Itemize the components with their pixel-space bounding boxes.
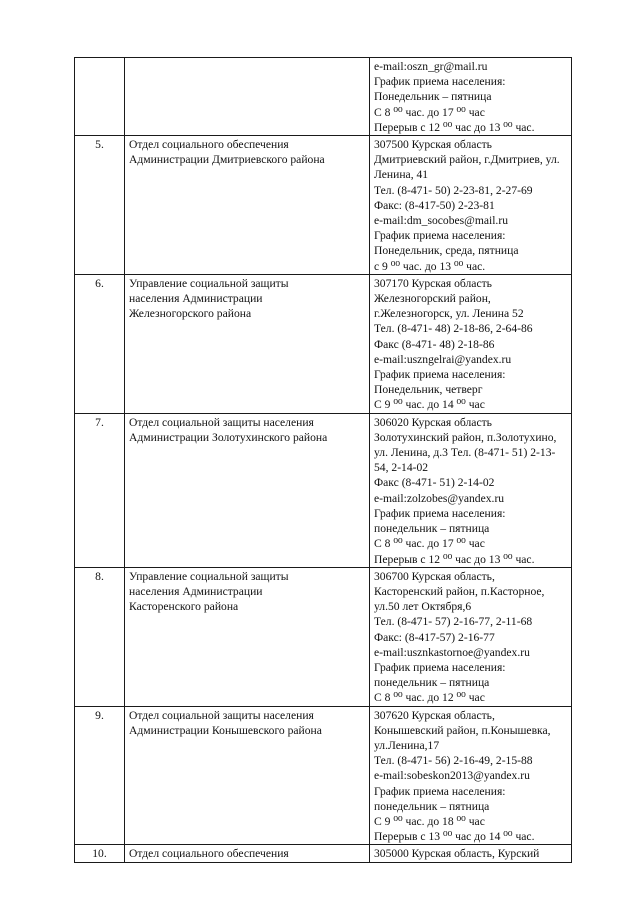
organization-cell — [125, 706, 370, 845]
organization-cell — [125, 58, 370, 136]
contact-info-line: Факс: (8-417-50) 2-23-81 — [374, 198, 495, 212]
contact-info-line: Понедельник – пятница — [374, 90, 492, 104]
contacts-table — [74, 57, 572, 863]
contact-info-line: ул.Ленина,17 — [374, 738, 440, 752]
contact-info-line: e-mail:usznkastornoe@yandex.ru — [374, 645, 530, 659]
table-row — [75, 136, 572, 275]
contact-info-line: Перерыв с 12 ⁰⁰ час до 13 ⁰⁰ час. — [374, 120, 535, 134]
contact-info-cell — [370, 567, 572, 706]
row-number: 5. — [75, 136, 125, 275]
contact-info-line: График приема населения: — [374, 506, 506, 520]
contact-info-line: e-mail:dm_socobes@mail.ru — [374, 214, 508, 228]
contact-info-cell — [370, 845, 572, 862]
organization-name-line: Железногорского района — [129, 307, 252, 321]
contact-info-line: понедельник – пятница — [374, 522, 490, 536]
organization-name-line: Касторенского района — [129, 600, 239, 614]
contact-info-line: 306020 Курская область — [374, 415, 492, 429]
contacts-table-body — [75, 58, 572, 863]
organization-name-line: населения Администрации — [129, 292, 263, 306]
organization-cell — [125, 136, 370, 275]
row-number: 6. — [75, 274, 125, 413]
contact-info-line: e-mail:zolzobes@yandex.ru — [374, 491, 505, 505]
table-row — [75, 274, 572, 413]
row-number — [75, 58, 125, 136]
contact-info-line: Дмитриевский район, г.Дмитриев, ул. — [374, 153, 560, 167]
table-row — [75, 706, 572, 845]
row-number: 7. — [75, 413, 125, 567]
contact-info-line: График приема населения: — [374, 368, 506, 382]
organization-name-line: Управление социальной защиты — [129, 569, 289, 583]
contact-info-line: Касторенский район, п.Касторное, — [374, 584, 545, 598]
row-number: 8. — [75, 567, 125, 706]
contact-info-line: Факс (8-471- 48) 2-18-86 — [374, 337, 495, 351]
organization-name-line: Отдел социальной защиты населения — [129, 708, 314, 722]
row-number: 10. — [75, 845, 125, 862]
organization-cell — [125, 274, 370, 413]
contact-info-line: 307500 Курская область — [374, 138, 492, 152]
contact-info-line: Понедельник, среда, пятница — [374, 244, 519, 258]
organization-name-line: Отдел социальной защиты населения — [129, 415, 314, 429]
contact-info-line: Перерыв с 12 ⁰⁰ час до 13 ⁰⁰ час. — [374, 552, 535, 566]
contact-info-line: С 8 ⁰⁰ час. до 12 ⁰⁰ час — [374, 691, 485, 705]
contact-info-line: Перерыв с 13 ⁰⁰ час до 14 ⁰⁰ час. — [374, 830, 535, 844]
contact-info-line: e-mail:uszngelrai@yandex.ru — [374, 352, 512, 366]
row-number: 9. — [75, 706, 125, 845]
organization-name-line: населения Администрации — [129, 584, 263, 598]
table-row — [75, 58, 572, 136]
contact-info-line: Ленина, 41 — [374, 168, 429, 182]
organization-name-line: Отдел социального обеспечения — [129, 138, 289, 152]
contact-info-line: ул.50 лет Октября,6 — [374, 600, 472, 614]
contact-info-line: Понедельник, четверг — [374, 383, 483, 397]
contact-info-cell — [370, 413, 572, 567]
contact-info-line: График приема населения: — [374, 660, 506, 674]
organization-name-line: Администрации Дмитриевского района — [129, 153, 325, 167]
organization-name-line: Администрации Конышевского района — [129, 723, 322, 737]
table-row — [75, 845, 572, 862]
contact-info-cell — [370, 274, 572, 413]
contact-info-line: г.Железногорск, ул. Ленина 52 — [374, 307, 524, 321]
contact-info-line: e-mail:oszn_gr@mail.ru — [374, 60, 488, 73]
organization-name-line: Отдел социального обеспечения — [129, 847, 289, 861]
contact-info-line: Золотухинский район, п.Золотухино, — [374, 430, 557, 444]
contact-info-line: e-mail:sobeskon2013@yandex.ru — [374, 769, 530, 783]
organization-cell — [125, 845, 370, 862]
organization-name-line: Управление социальной защиты — [129, 276, 289, 290]
organization-name-line: Администрации Золотухинского района — [129, 430, 328, 444]
contact-info-line: Тел. (8-471- 57) 2-16-77, 2-11-68 — [374, 615, 533, 629]
organization-cell — [125, 567, 370, 706]
contact-info-line: ул. Ленина, д.3 Тел. (8-471- 51) 2-13- — [374, 446, 556, 460]
contact-info-line: 307170 Курская область — [374, 276, 492, 290]
contact-info-line: Факс: (8-417-57) 2-16-77 — [374, 630, 495, 644]
contact-info-line: С 9 ⁰⁰ час. до 18 ⁰⁰ час — [374, 814, 485, 828]
contact-info-line: Тел. (8-471- 56) 2-16-49, 2-15-88 — [374, 754, 533, 768]
contact-info-line: График приема населения: — [374, 75, 506, 89]
table-row — [75, 567, 572, 706]
contact-info-cell — [370, 706, 572, 845]
contact-info-line: С 8 ⁰⁰ час. до 17 ⁰⁰ час — [374, 537, 485, 551]
contact-info-line: понедельник – пятница — [374, 676, 490, 690]
contact-info-line: Тел. (8-471- 50) 2-23-81, 2-27-69 — [374, 183, 533, 197]
contact-info-cell — [370, 136, 572, 275]
contact-info-line: 306700 Курская область, — [374, 569, 495, 583]
contact-info-line: 305000 Курская область, Курский — [374, 847, 540, 861]
contact-info-line: 54, 2-14-02 — [374, 461, 429, 475]
contact-info-line: Тел. (8-471- 48) 2-18-86, 2-64-86 — [374, 322, 533, 336]
contact-info-line: с 9 ⁰⁰ час. до 13 ⁰⁰ час. — [374, 259, 486, 273]
contact-info-line: График приема населения: — [374, 229, 506, 243]
contact-info-line: График приема населения: — [374, 784, 506, 798]
contact-info-line: С 9 ⁰⁰ час. до 14 ⁰⁰ час — [374, 398, 485, 412]
contact-info-line: понедельник – пятница — [374, 799, 490, 813]
contact-info-line: С 8 ⁰⁰ час. до 17 ⁰⁰ час — [374, 105, 485, 119]
contact-info-line: 307620 Курская область, — [374, 708, 495, 722]
contact-info-line: Факс (8-471- 51) 2-14-02 — [374, 476, 495, 490]
contact-info-line: Железногорский район, — [374, 292, 491, 306]
contact-info-line: Конышевский район, п.Конышевка, — [374, 723, 551, 737]
organization-cell — [125, 413, 370, 567]
table-row — [75, 413, 572, 567]
contact-info-cell — [370, 58, 572, 136]
